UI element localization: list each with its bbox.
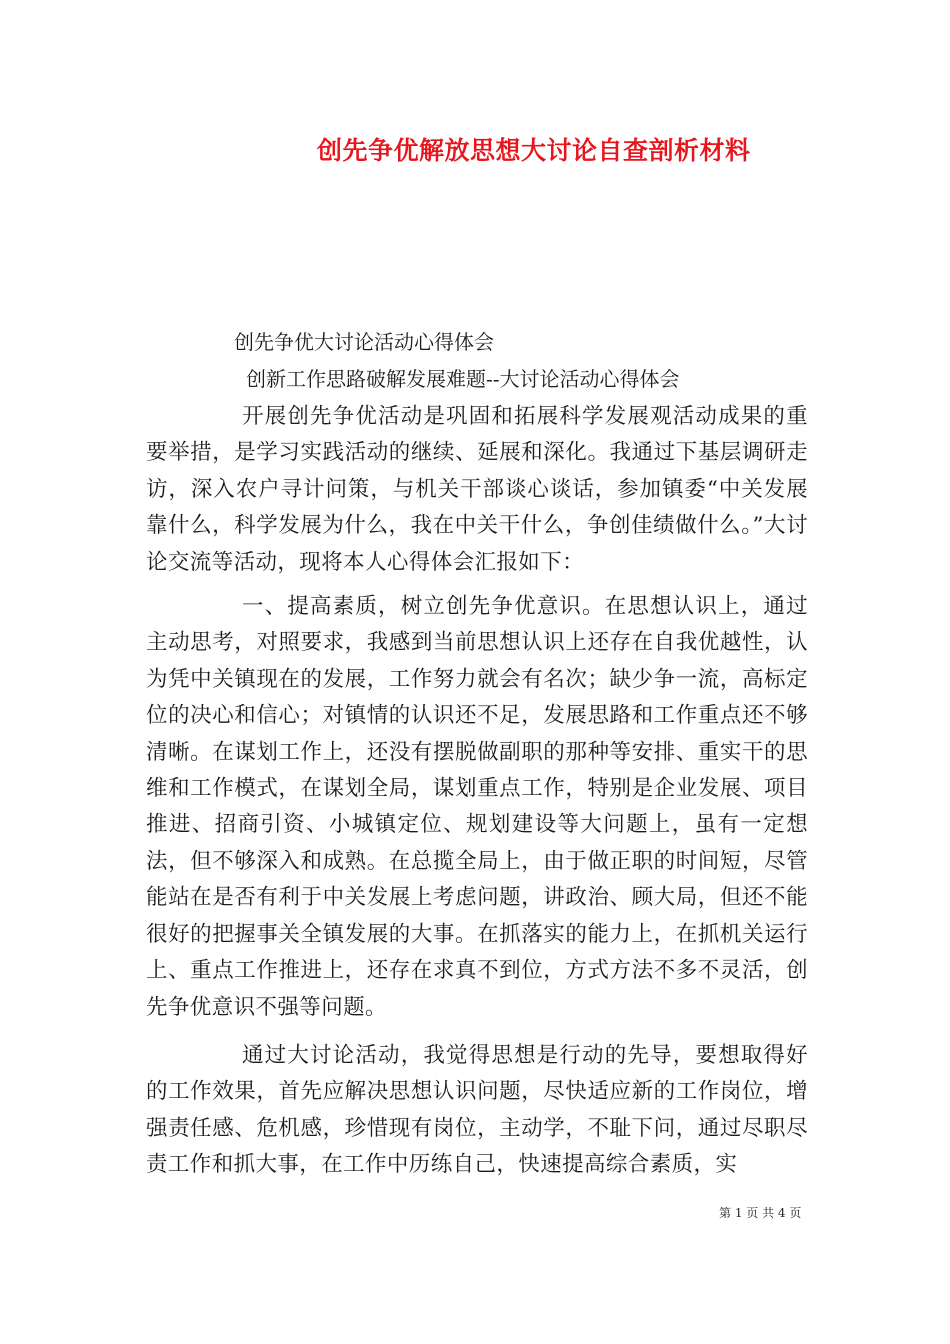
paragraph-intro: 开展创先争优活动是巩固和拓展科学发展观活动成果的重要举措，是学习实践活动的继续、延展和深化。我通过下基层调研走访，深入农户寻计问策，与机关干部谈心谈话，参加镇委“中关发展靠什么，科学发展为什么，我在中关干什么，争创佳绩做什么。”大讨论交流等活动，现将本人心得体会汇报如下： bbox=[146, 404, 808, 575]
paragraph-discussion: 通过大讨论活动，我觉得思想是行动的先导，要想取得好的工作效果，首先应解决思想认识问题，尽快适应新的工作岗位，增强责任感、危机感，珍惜现有岗位，主动学，不耻下问，通过尽职尽责工作和抓大事，在工作中历练自己，快速提高综合素质，实 bbox=[146, 1042, 808, 1178]
paragraph-section-one: 一、提高素质，树立创先争优意识。在思想认识上，通过主动思考，对照要求，我感到当前思想认识上还存在自我优越性，认为凭中关镇现在的发展，工作努力就会有名次；缺少争一流，高标定位的决心和信心；对镇情的认识还不足，发展思路和工作重点还不够清晰。在谋划工作上，还没有摆脱做副职的那种等安排、重实干的思维和工作模式，在谋划全局，谋划重点工作，特别是企业发展、项目推进、招商引资、小城镇定位、规划建设等大问题上，虽有一定想法，但不够深入和成熟。在总揽全局上，由于做正职的时间短，尽管能站在是否有利于中关发展上考虑问题，讲政治、顾大局，但还不能很好的把握事关全镇发展的大事。在抓落实的能力上，在抓机关运行上、重点工作推进上，还存在求真不到位，方式方法不多不灵活，创先争优意识不强等问题。 bbox=[146, 594, 808, 1020]
page-number-footer: 第 1 页 共 4 页 bbox=[719, 1206, 802, 1220]
document-title: 创先争优解放思想大讨论自查剖析材料 bbox=[317, 136, 751, 165]
body-text bbox=[146, 399, 808, 1192]
subtitle-heading: 创先争优大讨论活动心得体会 bbox=[234, 330, 494, 354]
subtitle-secondary: 创新工作思路破解发展难题--大讨论活动心得体会 bbox=[246, 367, 680, 391]
